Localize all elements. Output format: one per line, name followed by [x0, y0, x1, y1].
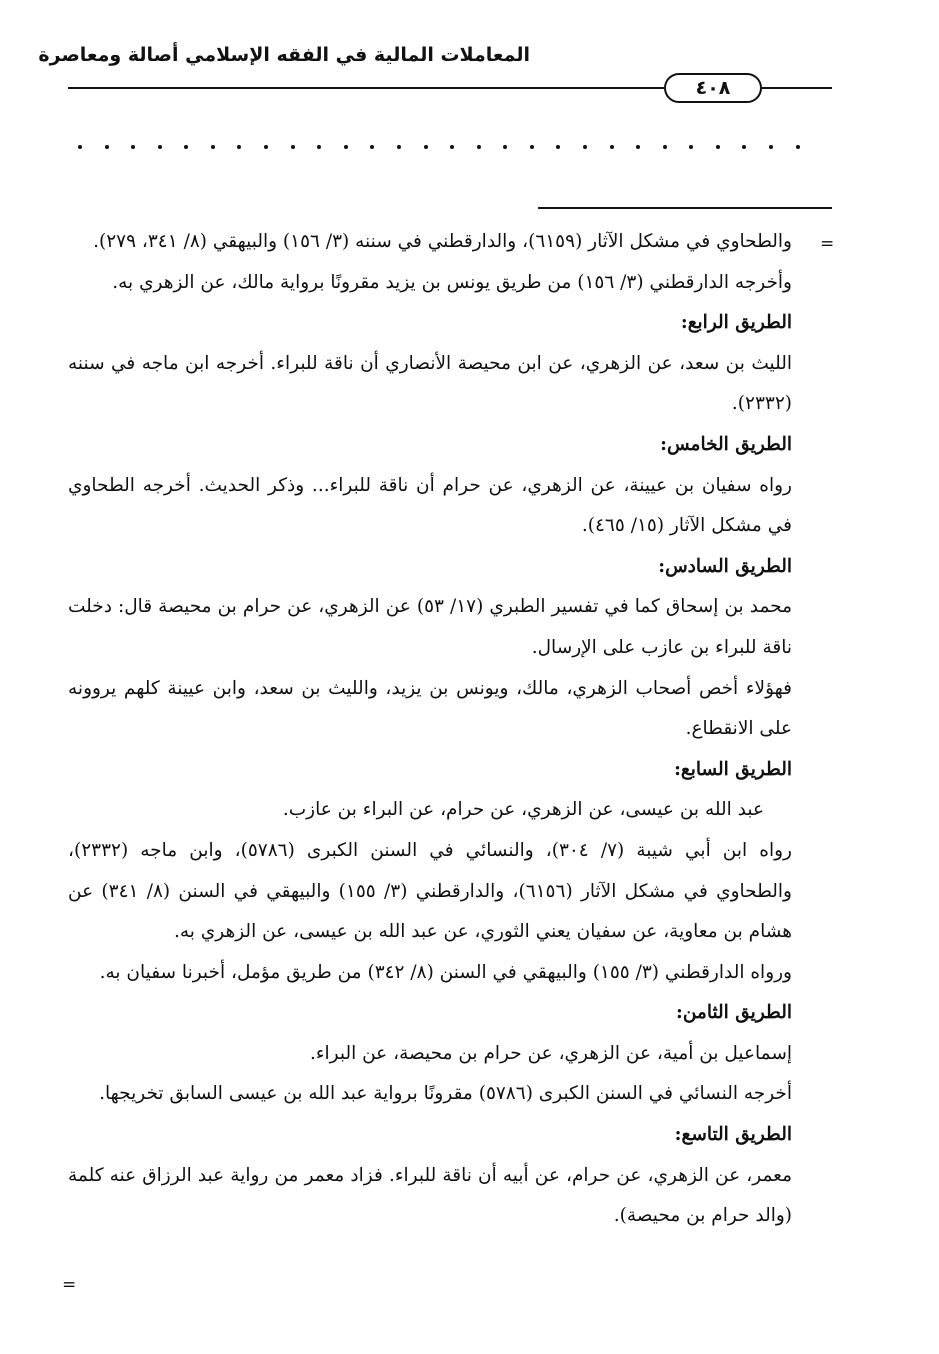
footnote-paragraph: معمر، عن الزهري، عن حرام، عن أبيه أن ناقة للبراء. فزاد معمر من رواية عبد الرزاق عنه كلمة (والد حرام بن محيصة).: [68, 1164, 792, 1227]
separator-dot: [636, 145, 640, 149]
section-heading: الطريق السادس:: [658, 555, 792, 577]
header-rule-left: [68, 87, 664, 89]
footnote-paragraph: فهؤلاء أخص أصحاب الزهري، مالك، ويونس بن يزيد، والليث بن سعد، وابن عيينة كلهم يروونه على الانقطاع.: [68, 677, 792, 740]
separator-dot: [105, 145, 109, 149]
footnote-paragraph: إسماعيل بن أمية، عن الزهري، عن حرام بن محيصة، عن البراء.: [309, 1042, 792, 1064]
separator-dot: [317, 145, 321, 149]
section-heading: الطريق السابع:: [674, 758, 792, 780]
footnote-paragraph: الليث بن سعد، عن الزهري، عن ابن محيصة الأنصاري أن ناقة للبراء. أخرجه ابن ماجه في سننه (٢٣٣٢).: [68, 352, 792, 415]
separator-dot: [530, 145, 534, 149]
separator-dot: [716, 145, 720, 149]
separator-dot: [397, 145, 401, 149]
footnote-paragraph: محمد بن إسحاق كما في تفسير الطبري (١٧/ ٥٣) عن الزهري، عن حرام بن محيصة قال: دخلت ناقة للبراء بن عازب على الإرسال.: [68, 596, 792, 658]
separator-dot: [477, 145, 481, 149]
separator-dot: [370, 145, 374, 149]
separator-dot: [742, 145, 746, 149]
section-heading: الطريق الرابع:: [680, 312, 792, 334]
continuation-mark-top: =: [820, 234, 835, 254]
section-heading: الطريق الثامن:: [676, 1002, 792, 1024]
footnote-paragraph: رواه سفيان بن عيينة، عن الزهري، عن حرام أن ناقة للبراء... وذكر الحديث. أخرجه الطحاوي في مشكل الآثار (١٥/ ٤٦٥).: [68, 474, 792, 537]
continuation-mark-bottom: =: [62, 1275, 77, 1295]
header-rule-right: [762, 87, 832, 89]
section-heading: الطريق الخامس:: [660, 433, 792, 455]
footnote-paragraph: أخرجه النسائي في السنن الكبرى (٥٧٨٦) مقرونًا برواية عبد الله بن عيسى السابق تخريجها.: [99, 1083, 792, 1105]
header-title: المعاملات المالية في الفقه الإسلامي أصالة ومعاصرة: [38, 44, 530, 66]
footnote-body: [68, 222, 792, 1237]
separator-dot: [184, 145, 188, 149]
separator-dot: [796, 145, 800, 149]
separator-dot: [503, 145, 507, 149]
separator-dot: [78, 145, 82, 149]
separator-dot: [264, 145, 268, 149]
footnote-paragraph: رواه ابن أبي شيبة (٧/ ٣٠٤)، والنسائي في السنن الكبرى (٥٧٨٦)، وابن ماجه (٢٣٣٢)، والطحاوي في مشكل الآثار (٦١٥٦)، والدارقطني (٣/ ١٥٥) والبيهقي في السنن (٨/ ٣٤١) عن هشام بن معاوية، عن سفيان يعني الثوري، عن عبد الله بن عيسى، عن الزهري به.: [68, 839, 792, 943]
separator-dot: [556, 145, 560, 149]
separator-dot: [344, 145, 348, 149]
separator-dot: [450, 145, 454, 149]
separator-dot: [424, 145, 428, 149]
footnote-paragraph: ورواه الدارقطني (٣/ ١٥٥) والبيهقي في السنن (٨/ ٣٤٢) من طريق مؤمل، أخبرنا سفيان به.: [99, 961, 792, 983]
separator-dot: [663, 145, 667, 149]
ellipsis-separator: [78, 145, 800, 149]
separator-dot: [769, 145, 773, 149]
separator-dot: [131, 145, 135, 149]
separator-dot: [211, 145, 215, 149]
page-number: ٤٠٨: [664, 73, 762, 103]
footnote-paragraph: عبد الله بن عيسى، عن الزهري، عن حرام، عن البراء بن عازب.: [282, 799, 764, 821]
separator-dot: [158, 145, 162, 149]
footnote-paragraph: وأخرجه الدارقطني (٣/ ١٥٦) من طريق يونس بن يزيد مقرونًا برواية مالك، عن الزهري به.: [112, 271, 792, 293]
separator-dot: [583, 145, 587, 149]
footnote-paragraph: والطحاوي في مشكل الآثار (٦١٥٩)، والدارقطني في سننه (٣/ ١٥٦) والبيهقي (٨/ ٣٤١، ٢٧٩).: [93, 231, 792, 252]
separator-dot: [237, 145, 241, 149]
separator-dot: [291, 145, 295, 149]
section-heading: الطريق التاسع:: [674, 1124, 792, 1146]
separator-dot: [610, 145, 614, 149]
footnote-rule: [538, 207, 832, 209]
separator-dot: [689, 145, 693, 149]
